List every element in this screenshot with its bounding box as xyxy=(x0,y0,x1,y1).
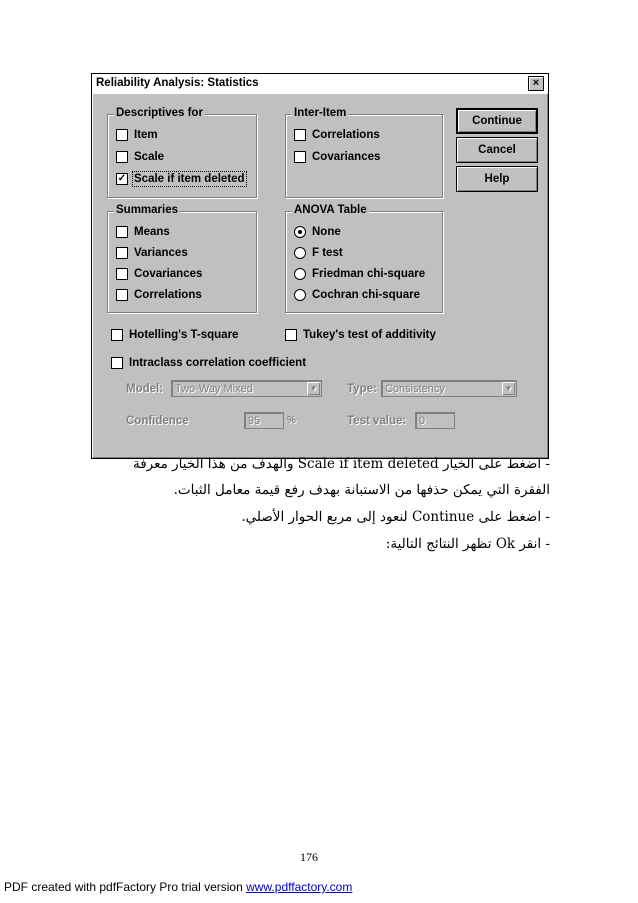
item-label: Item xyxy=(134,129,158,141)
anova-friedman-label: Friedman chi-square xyxy=(312,268,426,280)
intraclass-label: Intraclass correlation coefficient xyxy=(129,357,307,369)
tukey-row[interactable] xyxy=(285,327,436,343)
type-value: Consistency xyxy=(385,383,445,395)
variances-label: Variances xyxy=(134,247,188,259)
variances-row[interactable] xyxy=(116,245,188,261)
inter-item-group xyxy=(285,107,443,198)
footer-text: PDF created with pdfFactory Pro trial version xyxy=(4,880,247,894)
inter-correlations-checkbox[interactable] xyxy=(294,129,306,141)
item-checkbox-row[interactable] xyxy=(116,127,158,143)
hotelling-checkbox[interactable] xyxy=(111,329,123,341)
close-icon[interactable]: × xyxy=(528,76,544,91)
page-number: 176 xyxy=(300,850,318,864)
anova-friedman-row[interactable] xyxy=(294,266,425,282)
model-label: Model: xyxy=(126,383,164,395)
chevron-down-icon[interactable]: ▼ xyxy=(307,382,320,395)
instruction-line-4: - انقر Ok تظهر النتائج التالية: xyxy=(385,536,550,552)
means-label: Means xyxy=(134,226,170,238)
summary-covariances-checkbox[interactable] xyxy=(116,268,128,280)
anova-group xyxy=(285,204,443,313)
anova-none-label: None xyxy=(312,226,341,238)
test-value-input[interactable]: 0 xyxy=(415,412,455,429)
confidence-input[interactable]: 95 xyxy=(244,412,284,429)
tukey-label: Tukey's test of additivity xyxy=(303,329,436,341)
anova-none-row[interactable] xyxy=(294,224,341,240)
summary-covariances-row[interactable] xyxy=(116,266,202,282)
scale-if-item-deleted-label: Scale if item deleted xyxy=(134,173,245,185)
inter-covariances-label: Covariances xyxy=(312,151,381,163)
descriptives-group xyxy=(107,107,257,198)
continue-button[interactable]: Continue xyxy=(456,108,538,134)
summaries-group xyxy=(107,204,257,313)
test-value-label: Test value: xyxy=(347,415,407,427)
anova-title: ANOVA Table xyxy=(294,204,367,216)
scale-if-item-deleted-row[interactable] xyxy=(116,171,245,187)
model-value: Two-Way Mixed xyxy=(175,383,253,395)
scale-if-item-deleted-checkbox[interactable]: ✓ xyxy=(117,173,127,184)
summary-correlations-row[interactable] xyxy=(116,287,202,303)
inter-correlations-row[interactable] xyxy=(294,127,380,143)
summary-correlations-label: Correlations xyxy=(134,289,202,301)
item-checkbox[interactable] xyxy=(116,129,128,141)
pdf-footer xyxy=(4,880,352,894)
instruction-line-1: - اضغط على الخيار Scale if item deleted والهدف من هذا الخيار معرفة xyxy=(132,456,550,472)
anova-friedman-radio[interactable] xyxy=(294,268,306,280)
descriptives-title: Descriptives for xyxy=(116,107,203,119)
scale-checkbox-row[interactable] xyxy=(116,149,164,165)
inter-covariances-checkbox[interactable] xyxy=(294,151,306,163)
cancel-button[interactable]: Cancel xyxy=(456,137,538,163)
variances-checkbox[interactable] xyxy=(116,247,128,259)
instruction-line-3: - اضغط على Continue لنعود إلى مربع الحوار الأصلي. xyxy=(241,509,550,525)
type-label: Type: xyxy=(347,383,377,395)
scale-label: Scale xyxy=(134,151,165,163)
anova-cochran-label: Cochran chi-square xyxy=(312,289,420,301)
footer-link[interactable]: www.pdffactory.com xyxy=(246,880,353,894)
inter-item-title: Inter-Item xyxy=(294,107,347,119)
anova-cochran-radio[interactable] xyxy=(294,289,306,301)
inter-correlations-label: Correlations xyxy=(312,129,380,141)
reliability-statistics-dialog xyxy=(91,73,549,459)
help-button[interactable]: Help xyxy=(456,166,538,192)
instruction-line-2: الفقرة التي يمكن حذفها من الاستبانة بهدف رفع قيمة معامل الثبات. xyxy=(173,482,550,498)
scale-checkbox[interactable] xyxy=(116,151,128,163)
means-row[interactable] xyxy=(116,224,170,240)
anova-ftest-radio[interactable] xyxy=(294,247,306,259)
intraclass-checkbox[interactable] xyxy=(111,357,123,369)
summary-correlations-checkbox[interactable] xyxy=(116,289,128,301)
type-dropdown[interactable] xyxy=(381,380,517,397)
hotelling-row[interactable] xyxy=(111,327,238,343)
model-dropdown[interactable] xyxy=(171,380,322,397)
intraclass-row[interactable] xyxy=(111,355,306,371)
percent-sign: % xyxy=(287,415,296,426)
confidence-label: Confidence xyxy=(126,415,189,427)
summaries-title: Summaries xyxy=(116,204,179,216)
hotelling-label: Hotelling's T-square xyxy=(129,329,239,341)
summary-covariances-label: Covariances xyxy=(134,268,203,280)
chevron-down-icon[interactable]: ▼ xyxy=(502,382,515,395)
dialog-title: Reliability Analysis: Statistics xyxy=(96,77,259,89)
inter-covariances-row[interactable] xyxy=(294,149,380,165)
anova-none-radio[interactable] xyxy=(294,226,306,238)
tukey-checkbox[interactable] xyxy=(285,329,297,341)
anova-ftest-row[interactable] xyxy=(294,245,343,261)
anova-ftest-label: F test xyxy=(312,247,343,259)
dialog-titlebar xyxy=(92,74,548,94)
means-checkbox[interactable] xyxy=(116,226,128,238)
anova-cochran-row[interactable] xyxy=(294,287,420,303)
